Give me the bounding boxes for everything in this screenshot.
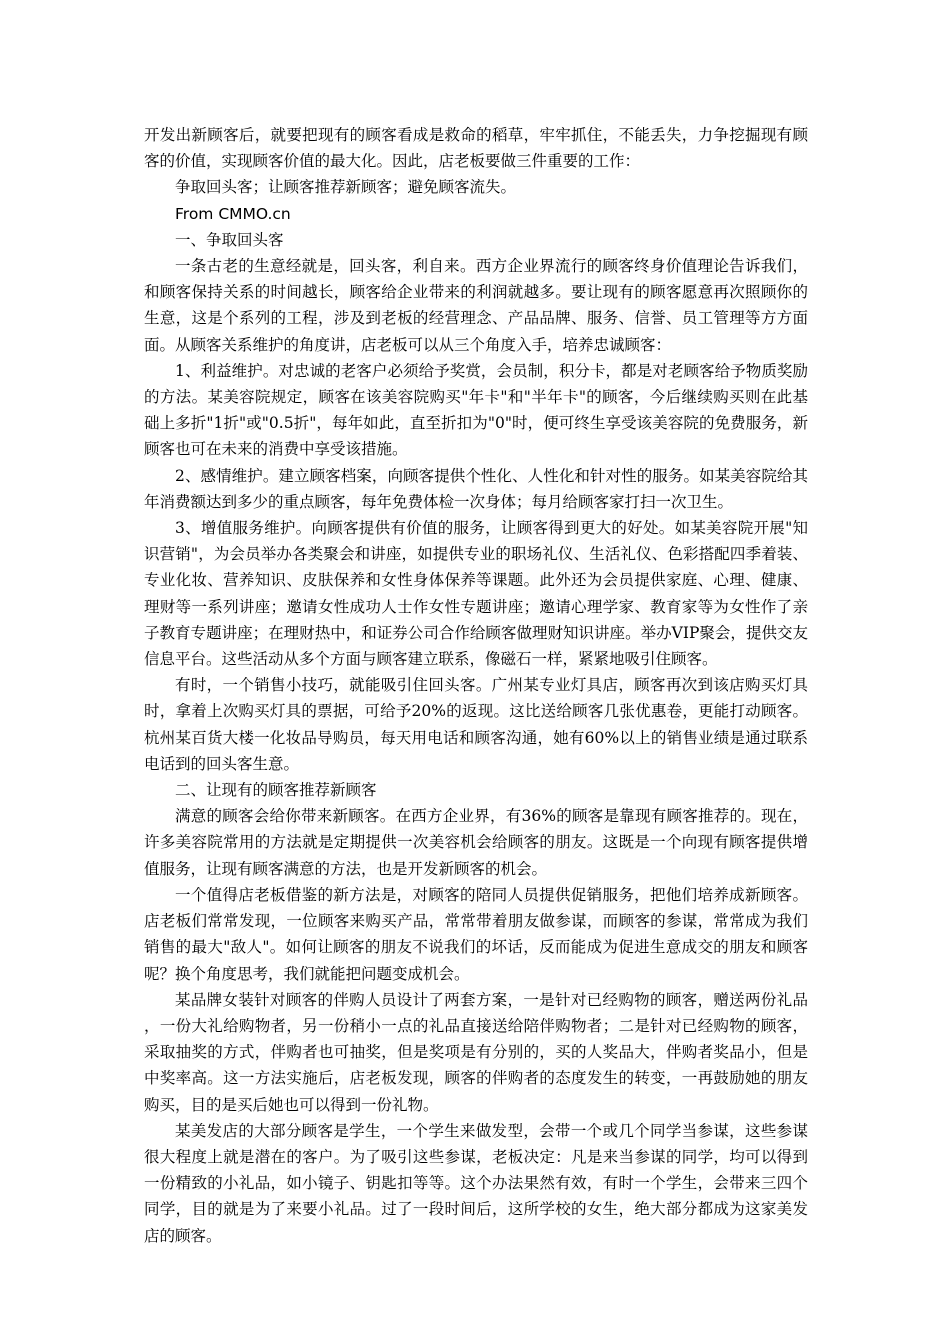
paragraph-three-tasks: 争取回头客；让顾客推荐新顾客；避免顾客流失。 <box>175 178 517 197</box>
paragraph-womenswear-example: 某品牌女装针对顾客的伴购人员设计了两套方案，一是针对已经购物的顾客，赠送两份礼品，一份大礼给购物者，另一份稍小一点的礼品直接送给陪伴购物者；二是针对已经购物的顾客，采取抽奖的方式，伴购者也可抽奖，但是奖项是有分别的，买的人奖品大，伴购者奖品小，但是中奖率高。这一方法实施后，店老板发现，顾客的伴购者的态度发生的转变，一再鼓励她的朋友购买，目的是买后她也可以得到一份礼物。 <box>144 990 808 1114</box>
section-heading-2: 二、让现有的顾客推荐新顾客 <box>175 781 377 800</box>
paragraph-repeat-customers: 一条古老的生意经就是，回头客，利自来。西方企业界流行的顾客终身价值理论告诉我们，和顾客保持关系的时间越长，顾客给企业带来的利润就越多。要让现有的顾客愿意再次照顾你的生意，这是个系列的工程，涉及到老板的经营理念、产品品牌、服务、信誉、员工管理等方方面面。从顾客关系维护的角度讲，店老板可以从三个角度入手，培养忠诚顾客： <box>144 257 808 354</box>
paragraph-referrals: 满意的顾客会给你带来新顾客。在西方企业界，有36%的顾客是靠现有顾客推荐的。现在，许多美容院常用的方法就是定期提供一次美容机会给顾客的朋友。这既是一个向现有顾客提供增值服务，让现有顾客满意的方法，也是开发新顾客的机会。 <box>144 807 808 878</box>
paragraph-benefit-maintenance: 1、利益维护。对忠诚的老客户必须给予奖赏，会员制，积分卡，都是对老顾客给予物质奖励的方法。某美容院规定，顾客在该美容院购买"年卡"和"半年卡"的顾客，今后继续购买则在此基础上多折"1折"或"0.5折"，每年如此，直至折扣为"0"时，便可终生享受该美容院的免费服务，新顾客也可在未来的消费中享受该措施。 <box>144 361 808 459</box>
section-heading-1: 一、争取回头客 <box>175 230 284 249</box>
paragraph-salon-example: 某美发店的大部分顾客是学生，一个学生来做发型，会带一个或几个同学当参谋，这些参谋很大程度上就是潜在的客户。为了吸引这些参谋，老板决定：凡是来当参谋的同学，均可以得到一份精致的小礼品，如小镜子、钥匙扣等等。这个办法果然有效，有时一个学生，会带来三四个同学，目的就是为了来要小礼品。过了一段时间后，这所学校的女生，绝大部分都成为这家美发店的顾客。 <box>144 1121 808 1245</box>
paragraph-intro: 开发出新顾客后，就要把现有的顾客看成是救命的稻草，牢牢抓住，不能丢失，力争挖掘现有顾客的价值，实现顾客价值的最大化。因此，店老板要做三件重要的工作： <box>144 126 808 171</box>
paragraph-emotional-maintenance: 2、感情维护。建立顾客档案，向顾客提供个性化、人性化和针对性的服务。如某美容院给其年消费额达到多少的重点顾客，每年免费体检一次身体；每月给顾客家打扫一次卫生。 <box>144 466 808 511</box>
document-body <box>144 122 808 1249</box>
paragraph-value-added-service: 3、增值服务维护。向顾客提供有价值的服务，让顾客得到更大的好处。如某美容院开展"知识营销"，为会员举办各类聚会和讲座，如提供专业的职场礼仪、生活礼仪、色彩搭配四季着装、专业化妆、营养知识、皮肤保养和女性身体保养等课题。此外还为会员提供家庭、心理、健康、理财等一系列讲座；邀请女性成功人士作女性专题讲座；邀请心理学家、教育家等为女性作了亲子教育专题讲座；在理财热中，和证券公司合作给顾客做理财知识讲座。举办VIP聚会，提供交友信息平台。这些活动从多个方面与顾客建立联系，像磁石一样，紧紧地吸引住顾客。 <box>144 519 808 669</box>
paragraph-companions: 一个值得店老板借鉴的新方法是，对顾客的陪同人员提供促销服务，把他们培养成新顾客。店老板们常常发现，一位顾客来购买产品，常常带着朋友做参谋，而顾客的参谋，常常成为我们销售的最大"敌人"。如何让顾客的朋友不说我们的坏话，反而能成为促进生意成交的朋友和顾客呢？换个角度思考，我们就能把问题变成机会。 <box>144 885 808 983</box>
paragraph-sales-tips: 有时，一个销售小技巧，就能吸引住回头客。广州某专业灯具店，顾客再次到该店购买灯具时，拿着上次购买灯具的票据，可给予20%的返现。这比送给顾客几张优惠卷，更能打动顾客。杭州某百货大楼一化妆品导购员，每天用电话和顾客沟通，她有60%以上的销售业绩是通过联系电话到的回头客生意。 <box>144 676 808 773</box>
source-line: From CMMO.cn <box>175 204 291 223</box>
